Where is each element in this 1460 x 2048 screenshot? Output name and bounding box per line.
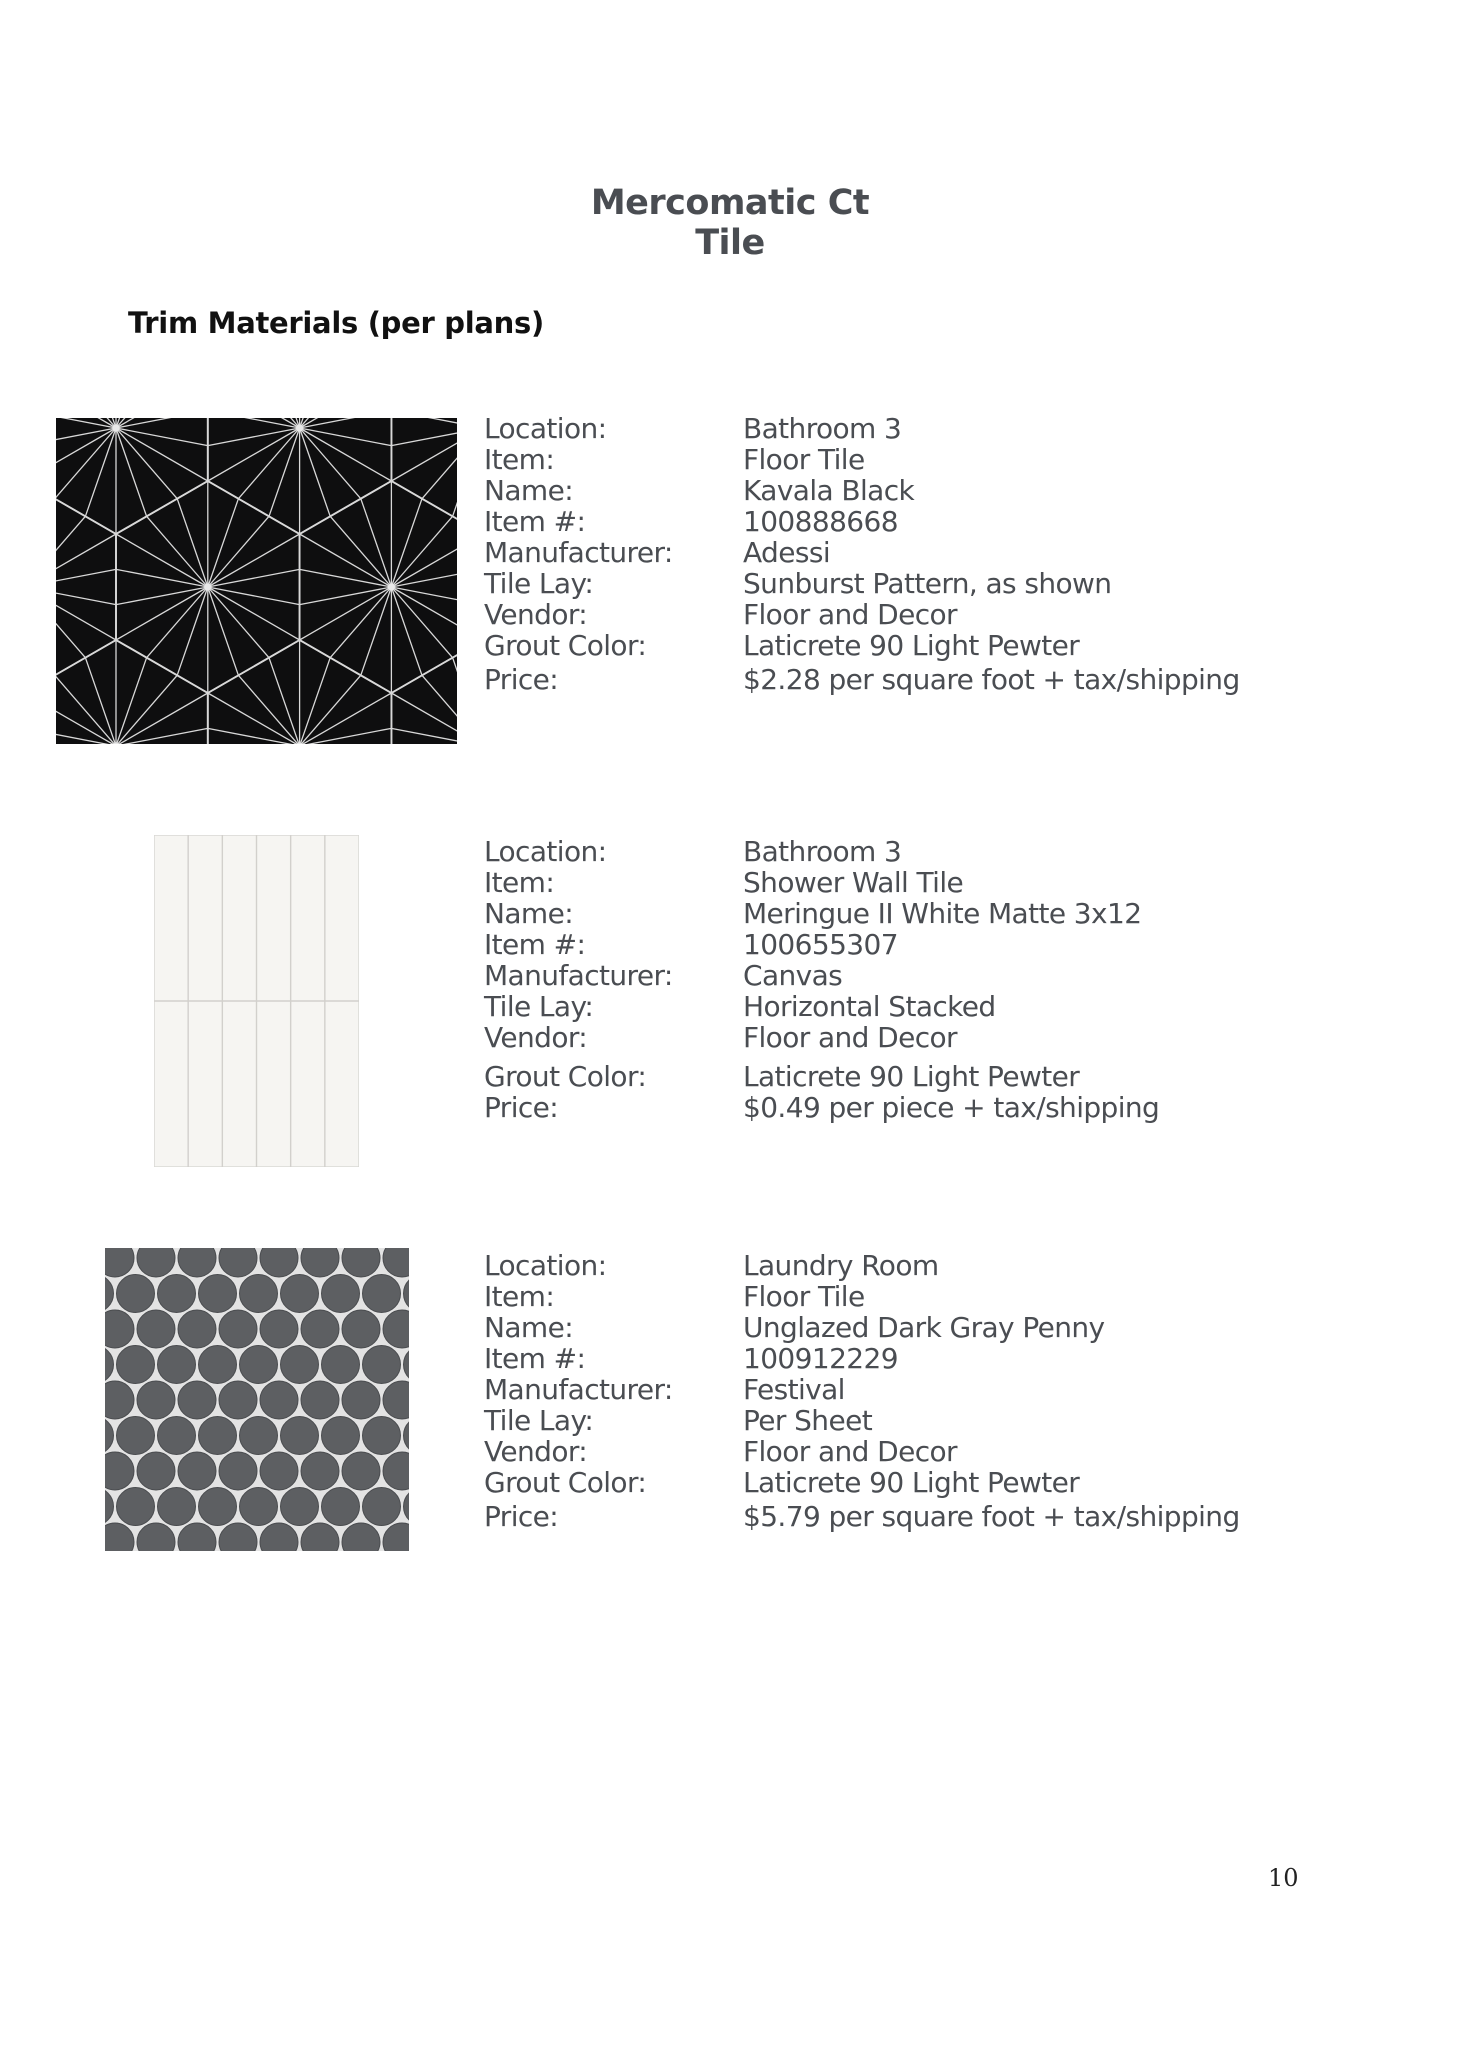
spec-row-name <box>484 898 1159 929</box>
section-heading: Trim Materials (per plans) <box>128 306 544 340</box>
page-title <box>0 183 1460 263</box>
spec-row-grout-color <box>484 1061 1159 1092</box>
label-manufacturer: Manufacturer: <box>484 536 673 569</box>
kavala-black-tile-image <box>56 418 457 744</box>
label-name: Name: <box>484 1311 574 1344</box>
label-tile-lay: Tile Lay: <box>484 567 594 600</box>
label-item: Item: <box>484 443 555 476</box>
spec-row-item-number <box>484 1343 1240 1374</box>
value-item-number: 100912229 <box>743 1342 898 1375</box>
value-item: Floor Tile <box>743 1280 865 1313</box>
title-line-2: Tile <box>695 223 765 263</box>
spec-row-tile-lay <box>484 991 1159 1022</box>
value-vendor: Floor and Decor <box>743 598 957 631</box>
spec-row-item <box>484 444 1240 475</box>
gray-penny-tile-image <box>105 1248 409 1551</box>
spec-row-vendor <box>484 1022 1159 1053</box>
spec-row-name <box>484 1312 1240 1343</box>
spec-block-2 <box>484 836 1159 1123</box>
spec-row-grout-color <box>484 1467 1240 1498</box>
label-name: Name: <box>484 897 574 930</box>
value-price: $0.49 per piece + tax/shipping <box>743 1091 1160 1124</box>
label-item-number: Item #: <box>484 928 586 961</box>
spec-row-item-number <box>484 929 1159 960</box>
page-number: 10 <box>1268 1864 1299 1892</box>
spec-row-vendor <box>484 1436 1240 1467</box>
label-grout-color: Grout Color: <box>484 1466 647 1499</box>
value-tile-lay: Sunburst Pattern, as shown <box>743 567 1112 600</box>
label-price: Price: <box>484 663 559 696</box>
value-item: Shower Wall Tile <box>743 866 964 899</box>
label-manufacturer: Manufacturer: <box>484 1373 673 1406</box>
label-location: Location: <box>484 412 607 445</box>
value-name: Kavala Black <box>743 474 915 507</box>
value-item-number: 100655307 <box>743 928 898 961</box>
meringue-white-tile-image <box>154 835 359 1167</box>
spec-row-tile-lay <box>484 1405 1240 1436</box>
value-manufacturer: Festival <box>743 1373 845 1406</box>
spec-row-vendor <box>484 599 1240 630</box>
spec-row-manufacturer <box>484 537 1240 568</box>
spec-row-location <box>484 1250 1240 1281</box>
value-manufacturer: Adessi <box>743 536 831 569</box>
label-vendor: Vendor: <box>484 1021 588 1054</box>
spec-row-name <box>484 475 1240 506</box>
label-price: Price: <box>484 1091 559 1124</box>
spec-row-price <box>484 1501 1240 1532</box>
value-tile-lay: Per Sheet <box>743 1404 873 1437</box>
label-vendor: Vendor: <box>484 598 588 631</box>
spec-row-price <box>484 1092 1159 1123</box>
label-item-number: Item #: <box>484 1342 586 1375</box>
value-location: Laundry Room <box>743 1249 939 1282</box>
label-name: Name: <box>484 474 574 507</box>
value-tile-lay: Horizontal Stacked <box>743 990 996 1023</box>
value-price: $5.79 per square foot + tax/shipping <box>743 1500 1240 1533</box>
value-item-number: 100888668 <box>743 505 898 538</box>
value-location: Bathroom 3 <box>743 835 902 868</box>
spec-row-price <box>484 664 1240 695</box>
value-grout-color: Laticrete 90 Light Pewter <box>743 1060 1080 1093</box>
value-grout-color: Laticrete 90 Light Pewter <box>743 1466 1080 1499</box>
spec-row-item <box>484 1281 1240 1312</box>
spec-row-item-number <box>484 506 1240 537</box>
spec-row-manufacturer <box>484 1374 1240 1405</box>
spec-row-grout-color <box>484 630 1240 661</box>
label-location: Location: <box>484 835 607 868</box>
spec-block-3 <box>484 1250 1240 1532</box>
spec-row-location <box>484 413 1240 444</box>
value-vendor: Floor and Decor <box>743 1435 957 1468</box>
spec-row-location <box>484 836 1159 867</box>
spec-row-tile-lay <box>484 568 1240 599</box>
spec-row-manufacturer <box>484 960 1159 991</box>
title-line-1: Mercomatic Ct <box>590 183 870 223</box>
label-item: Item: <box>484 1280 555 1313</box>
label-item: Item: <box>484 866 555 899</box>
label-manufacturer: Manufacturer: <box>484 959 673 992</box>
value-grout-color: Laticrete 90 Light Pewter <box>743 629 1080 662</box>
spec-row-item <box>484 867 1159 898</box>
value-price: $2.28 per square foot + tax/shipping <box>743 663 1240 696</box>
label-price: Price: <box>484 1500 559 1533</box>
label-grout-color: Grout Color: <box>484 1060 647 1093</box>
value-location: Bathroom 3 <box>743 412 902 445</box>
label-location: Location: <box>484 1249 607 1282</box>
label-tile-lay: Tile Lay: <box>484 990 594 1023</box>
label-item-number: Item #: <box>484 505 586 538</box>
value-vendor: Floor and Decor <box>743 1021 957 1054</box>
label-tile-lay: Tile Lay: <box>484 1404 594 1437</box>
label-grout-color: Grout Color: <box>484 629 647 662</box>
value-name: Unglazed Dark Gray Penny <box>743 1311 1105 1344</box>
value-item: Floor Tile <box>743 443 865 476</box>
value-manufacturer: Canvas <box>743 959 843 992</box>
spec-block-1 <box>484 413 1240 695</box>
value-name: Meringue II White Matte 3x12 <box>743 897 1142 930</box>
label-vendor: Vendor: <box>484 1435 588 1468</box>
